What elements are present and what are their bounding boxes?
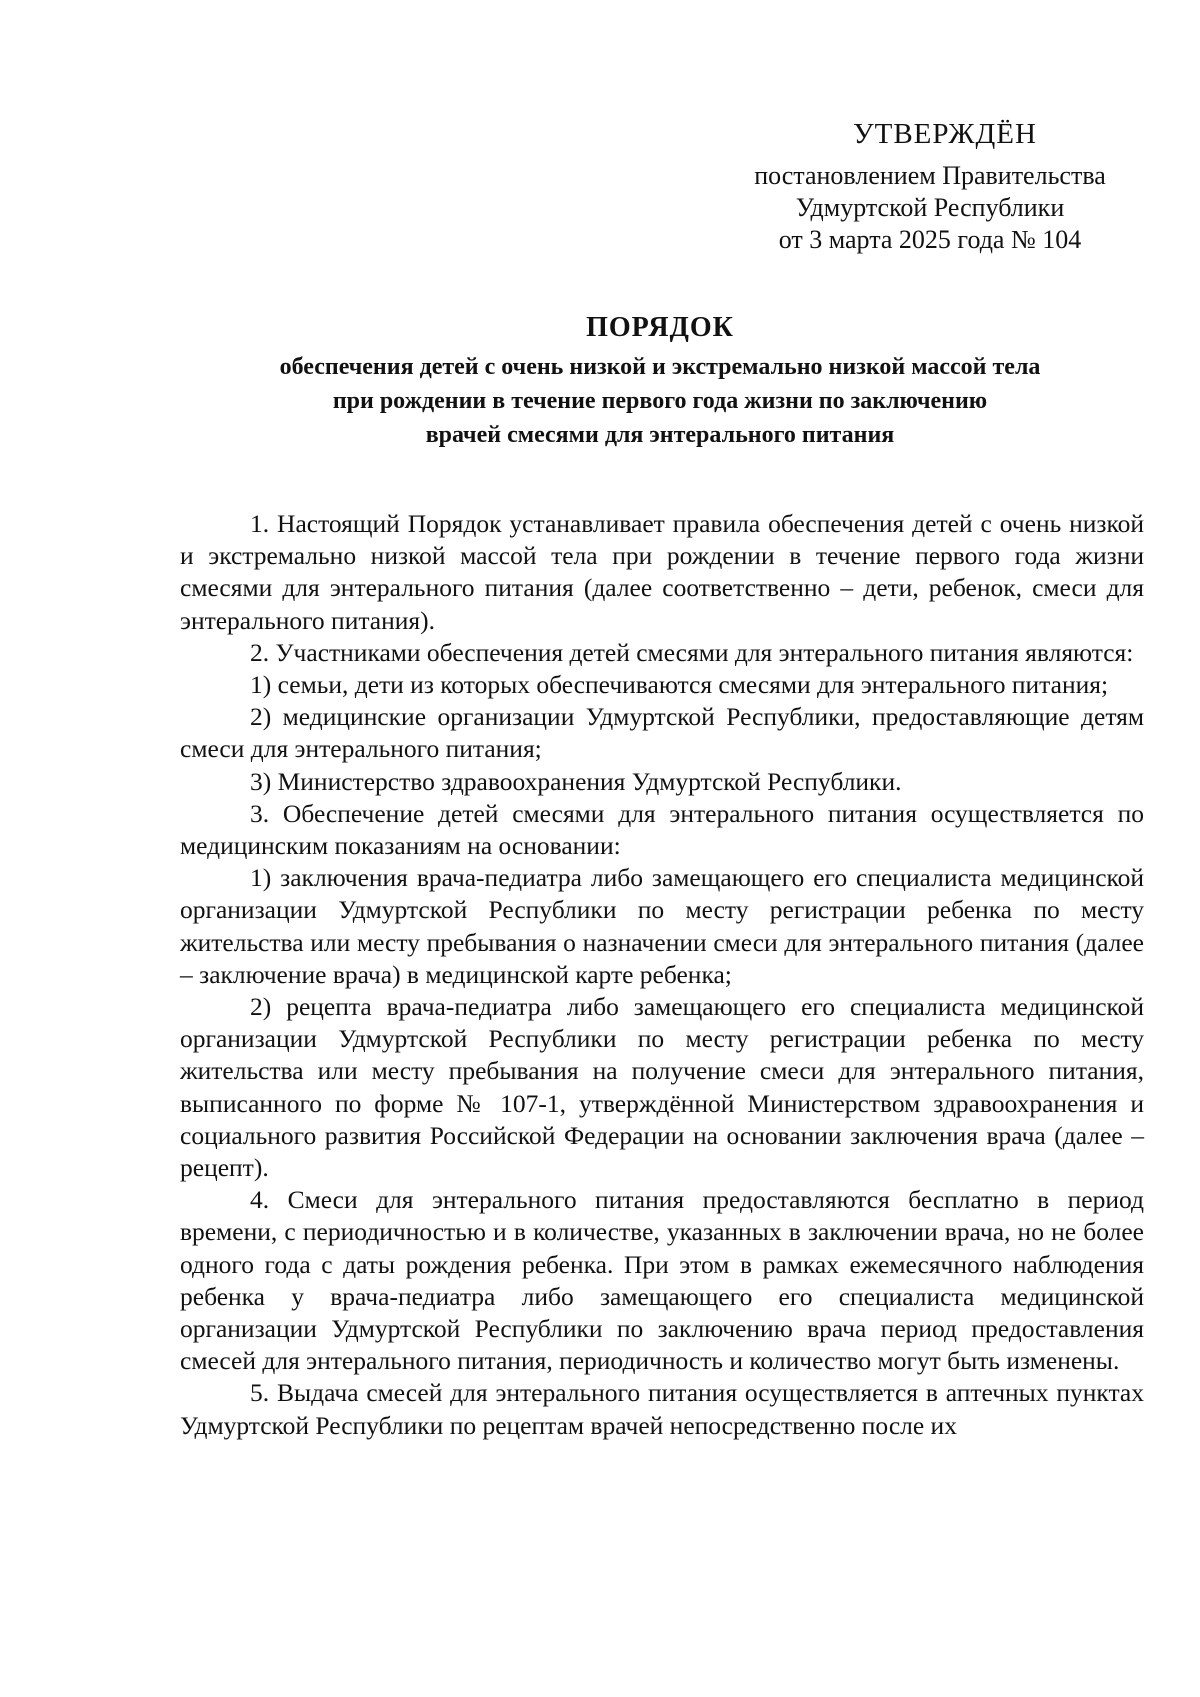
paragraph: 2) рецепта врача-педиатра либо замещающего его специалиста медицинской организации Удмуртской Республики по месту регистрации ребенка по месту жительства или месту пребывания на получение смеси для энтерального питания, выписанного по форме № 107-1, утверждённой Министерством здравоохранения и социального развития Российской Федерации на основании заключения врача (далее – рецепт).: [180, 992, 1144, 1183]
paragraph: 5. Выдача смесей для энтерального питания осуществляется в аптечных пунктах Удмуртской Республики по рецептам врачей непосредственно после их: [180, 1378, 1144, 1440]
paragraph: 1) заключения врача-педиатра либо замещающего его специалиста медицинской организации Удмуртской Республики по месту регистрации ребенка по месту жительства или месту пребывания о назначении смеси для энтерального питания (далее – заключение врача) в медицинской карте ребенка;: [180, 863, 1144, 989]
document-subtitle: [180, 350, 1140, 452]
paragraph: 4. Смеси для энтерального питания предоставляются бесплатно в период времени, с периодичностью и в количестве, указанных в заключении врача, но не более одного года с даты рождения ребенка. При этом в рамках ежемесячного наблюдения ребенка у врача-педиатра либо замещающего его специалиста медицинской организации Удмуртской Республики по заключению врача период предоставления смесей для энтерального питания, периодичность и количество могут быть изменены.: [180, 1185, 1144, 1376]
paragraph: 3) Министерство здравоохранения Удмуртской Республики.: [250, 766, 902, 796]
document-title: ПОРЯДОК: [586, 312, 734, 343]
paragraph: 1) семьи, дети из которых обеспечиваются смесями для энтерального питания;: [250, 670, 1109, 700]
approval-block: [700, 118, 1160, 256]
approval-title: УТВЕРЖДЁН: [853, 118, 1037, 150]
paragraph: 3. Обеспечение детей смесями для энтерального питания осуществляется по медицинским показаниям на основании:: [180, 798, 1144, 861]
paragraph: 2) медицинские организации Удмуртской Республики, предоставляющие детям смеси для энтерального питания;: [180, 702, 1144, 764]
paragraph: 2. Участниками обеспечения детей смесями для энтерального питания являются:: [250, 637, 1134, 667]
approval-line: постановлением Правительства: [754, 161, 1106, 190]
subtitle-line: обеспечения детей с очень низкой и экстремально низкой массой тела: [279, 354, 1041, 380]
document-body: [180, 508, 1144, 1442]
approval-line: от 3 марта 2025 года № 104: [778, 225, 1082, 254]
subtitle-line: при рождении в течение первого года жизни по заключению: [332, 388, 988, 414]
paragraph: 1. Настоящий Порядок устанавливает правила обеспечения детей с очень низкой и экстремально низкой массой тела при рождении в течение первого года жизни смесями для энтерального питания (далее соответственно – дети, ребенок, смеси для энтерального питания).: [180, 509, 1144, 635]
approval-line: Удмуртской Республики: [795, 193, 1065, 222]
subtitle-line: врачей смесями для энтерального питания: [425, 422, 895, 448]
document-title-block: [180, 308, 1140, 452]
